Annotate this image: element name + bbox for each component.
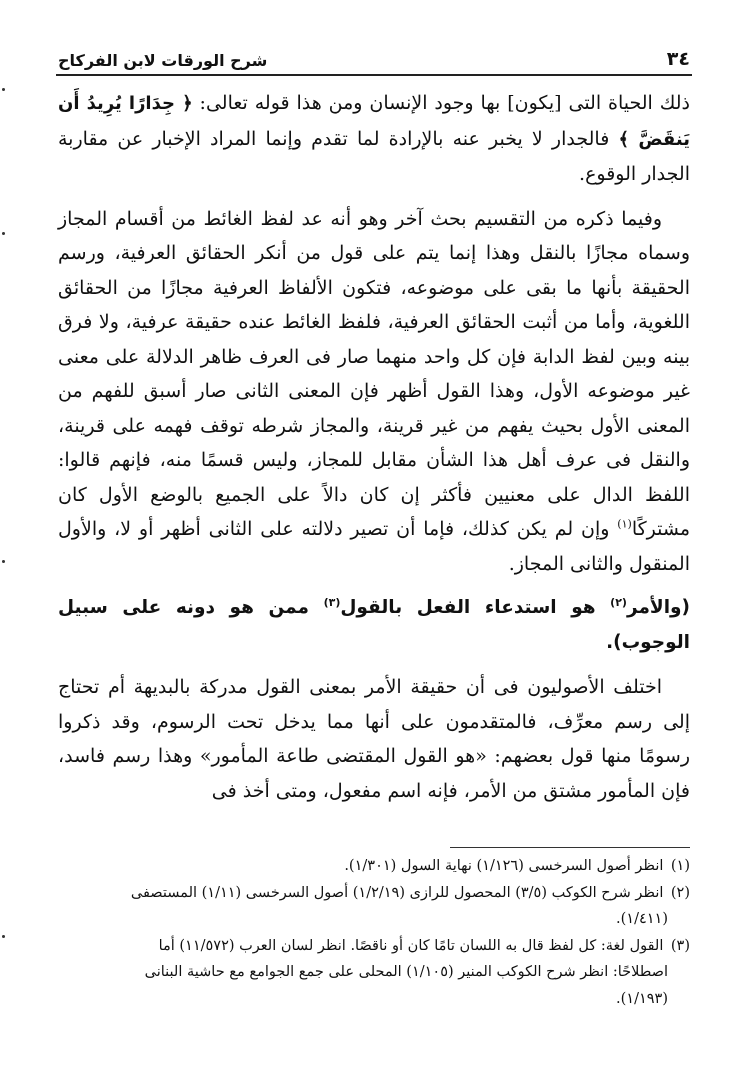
scan-mark (2, 88, 5, 91)
footnote-1 (58, 853, 690, 880)
footnote-2-line1: انظر شرح الكوكب (٣/٥) المحصول للرازى (١/٢/١٩) أصول السرخسى (١/١١) المستصفى (130, 884, 664, 901)
footnote-1-text: انظر أصول السرخسى (١/١٢٦) نهاية السول (١/٣٠١). (344, 858, 664, 874)
footnote-3-line3: (١/١٩٣). (616, 990, 668, 1007)
footnote-2 (58, 880, 690, 907)
footnote-ref-1[interactable]: (١) (617, 517, 632, 531)
footnote-rule (450, 847, 690, 848)
matn-part1: (والأمر (626, 597, 690, 618)
footnote-1-number: (١) (670, 858, 690, 874)
footnote-2-cont (58, 906, 690, 933)
footnote-3-cont2 (58, 986, 690, 1013)
header-title: شرح الورقات لابن الفركاح (58, 51, 268, 70)
paragraph-2-part2: وإن لم يكن كذلك، فإما أن تصير دلالته على الثانى أظهر أو لا، والأول المنقول والثانى المجاز. (58, 518, 690, 575)
footnote-2-line2: (١/٤١١). (616, 911, 668, 927)
paragraph-1-before: ذلك الحياة التى [يكون] بها وجود الإنسان ومن هذا قوله تعالى: (192, 92, 690, 114)
matn-part2: هو استدعاء الفعل بالقول (340, 597, 611, 618)
footnote-2-number: (٢) (670, 884, 690, 901)
scan-mark (2, 232, 5, 235)
footnote-ref-2[interactable]: (٢) (610, 595, 627, 609)
scan-mark (2, 560, 5, 563)
paragraph-1-after: فالجدار لا يخبر عنه بالإرادة لما تقدم وإنما المراد الإخبار عن مقاربة الجدار الوقوع. (58, 127, 690, 185)
footnote-3-number: (٣) (670, 937, 690, 954)
scan-mark (2, 935, 5, 938)
quran-verse: ﴿ جِدَارًا يُرِيدُ أَن يَنقَضَّ ﴾ (58, 93, 690, 150)
paragraph-2 (58, 202, 690, 582)
paragraph-2-part1: وفيما ذكره من التقسيم بحث آخر وهو أنه عد لفظ الغائط من أقسام المجاز وسماه مجازًا بالنقل وهذا إنما يتم على قول من أنكر الحقائق العرفية، ورسم الحقيقة بأنها ما بقى على موضوعه، فتكون الألفاظ العرفية مجازًا من الحقائق اللغوية، وأما من أثبت الحقائق العرفية، فلفظ الغائط عنده حقيقة عرفية، ولا فرق بينه وبين لفظ الدابة فإن كل واحد منهما صار فى العرف ظاهر الدلالة على معنى غير موضوعه الأول، وهذا القول أظهر فإن المعنى الثانى صار أسبق للفهم من المعنى الأول بحيث يفهم من غير قرينة، والمجاز شرطه توقف فهمه على قرينة، والنقل فى عرف أهل هذا الشأن مقابل للمجاز، وليس قسمًا منه، فإنهم قالوا: اللفظ الدال على معنيين فأكثر إن كان دالاً على الجميع بالوضع الأول كان مشتركًا (58, 207, 690, 540)
footnote-3-line1: القول لغة: كل لفظ قال به اللسان تامًا كان أو ناقصًا. انظر لسان العرب (١١/٥٧٢) أما (158, 937, 664, 954)
matn-part3: ممن هو دونه على سبيل الوجوب). (58, 597, 690, 653)
paragraph-1 (58, 86, 690, 192)
main-text (58, 86, 690, 808)
page-number: ٣٤ (666, 48, 690, 70)
footnote-3 (58, 933, 690, 960)
running-header (58, 40, 690, 70)
footnotes (58, 853, 690, 1012)
footnote-ref-3[interactable]: (٣) (323, 595, 341, 609)
matn-definition (58, 591, 690, 660)
header-rule (56, 74, 692, 76)
footnote-3-cont (58, 959, 690, 986)
footnote-3-line2: اصطلاحًا: انظر شرح الكوكب المنير (١/١٠٥) المحلى على جمع الجوامع مع حاشية البنانى (144, 964, 668, 980)
paragraph-4: اختلف الأصوليون فى أن حقيقة الأمر بمعنى القول مدركة بالبديهة أم تحتاج إلى رسم معرِّف، فالمتقدمون على أنها مما يدخل تحت الرسوم، وقد ذكروا رسومًا منها قول بعضهم: «هو القول المقتضى طاعة المأمور» وهذا رسم فاسد، فإن المأمور مشتق من الأمر، فإنه اسم مفعول، ومتى أخذ فى (58, 676, 690, 802)
